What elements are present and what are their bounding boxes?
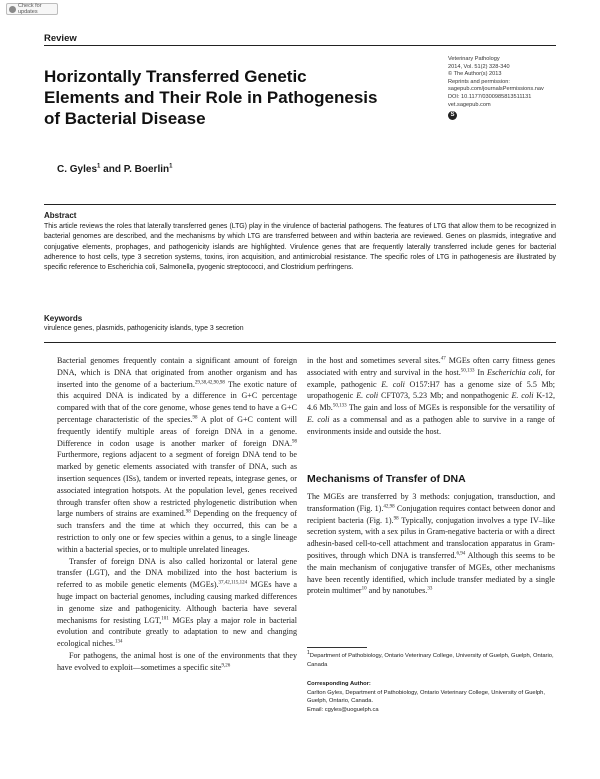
abstract-heading: Abstract — [44, 211, 77, 220]
journal-name: Veterinary Pathology — [448, 56, 500, 62]
journal-info — [448, 56, 568, 120]
author-list: C. Gyles$^1$ and P. Boerlin$^1$ — [57, 163, 173, 175]
header-rule — [44, 45, 556, 46]
abstract-text: This article reviews the roles that laterally transferred genes (LTG) play in the virulence of bacterial pathogens. The features of LTG that allow them to be recognized in bacterial genomes are described, and the mechanisms by which LTG are transferred between and within bacteria are reviewed. Genes on plasmids, integrative and conjugative elements, prophages, and pathogenicity islands are highlighted. Virulence genes that are frequently laterally transferred include genes for bacterial adherence to host cells, type 3 secretion systems, toxins, iron acquisition, and antimicrobial resistance. The specific roles of LTG in pathogenesis are illustrated by specific reference to Escherichia coli, Salmonella, pyogenic streptococci, and Clostridium perfringens. — [44, 223, 556, 272]
badge-label: Check for updates — [18, 3, 42, 15]
update-icon — [9, 6, 16, 13]
footnote-rule — [307, 647, 367, 648]
body-paragraph: For pathogens, the animal host is one of the environments that they have evolved to exploit—sometimes a specific site$^{9,26}$ — [57, 650, 297, 672]
body-column-left — [57, 355, 297, 674]
body-column-right — [307, 355, 555, 438]
check-for-updates-badge[interactable] — [6, 3, 58, 15]
author-name: C. Gyles — [57, 164, 98, 175]
body-paragraph: The MGEs are transferred by 3 methods: conjugation, transduction, and transformation (Fig. 1).$^{42,98}$ Conjugation requires contact between donor and recipient bacteria (Fig. 1).$^{98}$ Typically, conjugation involves a type IV–like secretion system, with a sex pilus in Gram-negative bacteria or with a direct adhesin-based cell-to-cell attachment and translocation apparatus in Gram-positives, through which DNA is transferred.$^{6,94}$ Although this seems to be the main mechanism of conjugative transfer of MGEs, other mechanisms have been recently identified, which include transfer mediated by a single protein multimer$^{10}$ and by nanotubes.$^{33}$ — [307, 492, 555, 596]
body-paragraph: Transfer of foreign DNA is also called horizontal or lateral gene transfer (LGT), and the DNA mobilized into the host bacterium is referred to as mobile genetic elements (MGEs).$^{37,42,115,124}$ MGEs have a huge impact on bacterial genomes, including causing marked differences in genome size and pathogenicity. Although bacteria have several mechanisms for resisting LGT,$^{101}$ MGEs play a major role in bacterial evolution and contribute greatly to adaptation to new and changing ecological niches.$^{134}$ — [57, 556, 297, 649]
journal-site[interactable]: vet.sagepub.com — [448, 101, 491, 108]
keywords-bottom-rule — [44, 342, 556, 343]
section-heading-mechanisms: Mechanisms of Transfer of DNA — [307, 473, 466, 485]
sage-logo-icon: S — [448, 111, 457, 120]
corresponding-author-email[interactable]: Email: cgyles@uoguelph.ca — [307, 706, 379, 713]
corresponding-author-text: Carlton Gyles, Department of Pathobiology, Ontario Veterinary College, University of Guelph, Guelph, Ontario, Canada. — [307, 689, 546, 705]
keywords-text: virulence genes, plasmids, pathogenicity islands, type 3 secretion — [44, 325, 244, 332]
keywords-heading: Keywords — [44, 314, 83, 323]
body-paragraph: Bacterial genomes frequently contain a significant amount of foreign DNA, which is DNA that originated from another organism and has inserted into the genome of a bacterium.$^{29,38,42,90,98}$ The exotic nature of this acquired DNA is indicated by a difference in G+C percentage compared with that of the core genome, whose genes tend to have a G+C percentage characteristic of the species.$^{98}$ A plot of G+C content will frequently identify multiple areas of foreign DNA in a genome. Difference in codon usage is another marker of foreign DNA.$^{98}$ Furthermore, regions adjacent to a segment of foreign DNA tend to be marked by genetic elements associated with transfer of DNA, such as insertion sequences (ISs), tandem or inverted repeats, integrase genes, or associated integration hotspots. At the population level, genes received through transfer often show a restricted phylogenetic distribution when large numbers of strains are examined.$^{98}$ Depending on the frequency of such transfers and the time at which they occurred, this can be a restriction to only one or few species within a genus, to a single lineage within a bacterial species, or to multiple unrelated lineages. — [57, 356, 297, 554]
article-title: Horizontally Transferred Genetic Elements and Their Role in Pathogenesis of Bacterial Disease — [44, 67, 378, 128]
journal-reprints-url[interactable]: sagepub.com/journalsPermissions.nav — [448, 86, 544, 93]
body-paragraph: in the host and sometimes several sites.$^{47}$ MGEs often carry fitness genes associated with entry and survival in the host.$^{50,133}$ In Escherichia coli, for example, pathogenic E. coli O157:H7 has a genome size of 5.5 Mb; uropathogenic E. coli CFT073, 5.23 Mb; and nonpathogenic E. coli K-12, 4.6 Mb.$^{50,133}$ The gain and loss of MGEs is responsible for the versatility of E. coli as a commensal and as a pathogen able to survive in a range of environments inside and outside the host. — [307, 356, 555, 436]
affiliation-footnote: $^1$Department of Pathobiology, Ontario Veterinary College, University of Guelph, Guelph, Ontario, Canada — [307, 650, 554, 668]
journal-reprints: Reprints and permission: — [448, 78, 510, 85]
journal-volume: 2014, Vol. 51(2) 328-340 — [448, 63, 510, 70]
section-label: Review — [44, 33, 77, 44]
author-name: P. Boerlin — [123, 164, 170, 175]
journal-copyright: © The Author(s) 2013 — [448, 71, 502, 78]
corresponding-author-heading: Corresponding Author: — [307, 681, 371, 687]
corresponding-author — [307, 680, 555, 714]
journal-doi[interactable]: DOI: 10.1177/0300985813511131 — [448, 93, 532, 100]
abstract-top-rule — [44, 204, 556, 205]
